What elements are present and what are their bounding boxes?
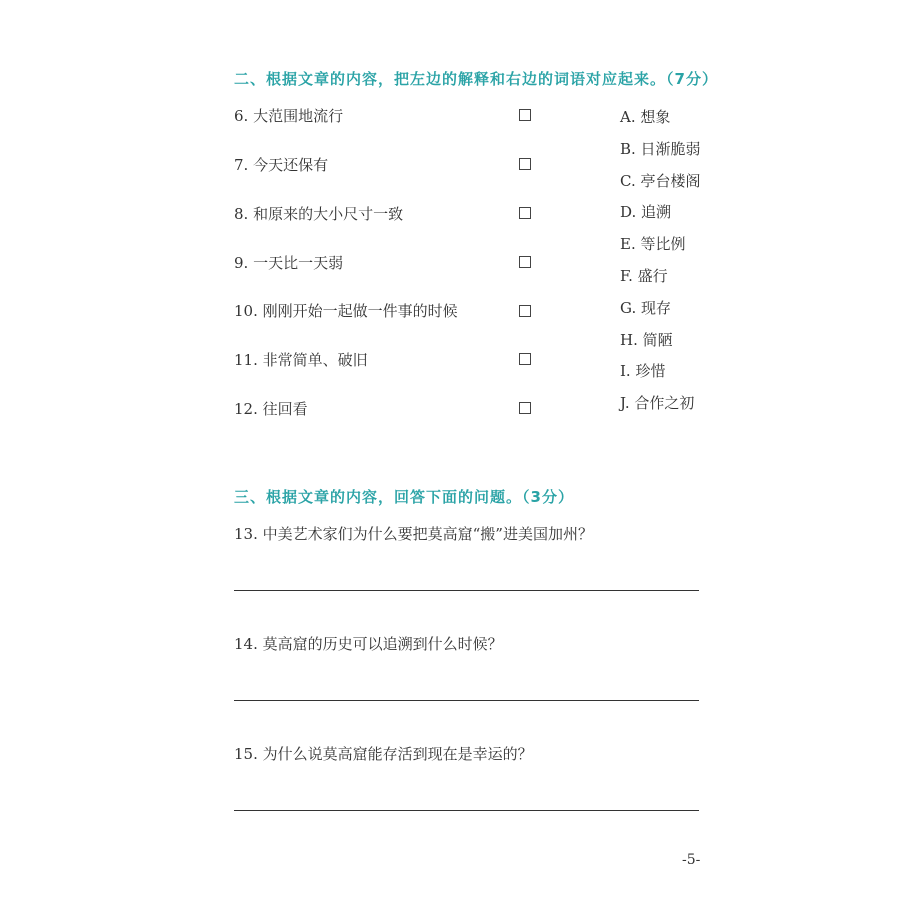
answer-checkbox-8[interactable] xyxy=(519,207,531,219)
question-13: 13. 中美艺术家们为什么要把莫高窟“搬”进美国加州？ xyxy=(234,525,593,543)
answer-checkbox-11[interactable] xyxy=(519,353,531,365)
page-number: -5- xyxy=(682,852,701,868)
option-e: E. 等比例 xyxy=(620,235,686,253)
match-item-11: 11. 非常简单、破旧 xyxy=(234,351,368,369)
answer-checkbox-12[interactable] xyxy=(519,402,531,414)
answer-line-13[interactable] xyxy=(234,590,699,591)
question-14: 14. 莫高窟的历史可以追溯到什么时候？ xyxy=(234,635,503,653)
section-3-title: 三、根据文章的内容，回答下面的问题。（3分） xyxy=(234,488,574,506)
option-j: J. 合作之初 xyxy=(620,394,695,412)
answer-line-15[interactable] xyxy=(234,810,699,811)
question-15: 15. 为什么说莫高窟能存活到现在是幸运的？ xyxy=(234,745,533,763)
option-g: G. 现存 xyxy=(620,299,671,317)
option-b: B. 日渐脆弱 xyxy=(620,140,701,158)
match-item-12: 12. 往回看 xyxy=(234,400,308,418)
option-h: H. 简陋 xyxy=(620,331,673,349)
answer-checkbox-10[interactable] xyxy=(519,305,531,317)
option-c: C. 亭台楼阁 xyxy=(620,172,701,190)
answer-checkbox-9[interactable] xyxy=(519,256,531,268)
option-i: I. 珍惜 xyxy=(620,362,666,380)
match-item-8: 8. 和原来的大小尺寸一致 xyxy=(234,205,404,223)
answer-checkbox-6[interactable] xyxy=(519,109,531,121)
option-f: F. 盛行 xyxy=(620,267,668,285)
match-item-9: 9. 一天比一天弱 xyxy=(234,254,344,272)
option-d: D. 追溯 xyxy=(620,203,672,221)
answer-checkbox-7[interactable] xyxy=(519,158,531,170)
match-item-7: 7. 今天还保有 xyxy=(234,156,329,174)
section-2-title: 二、根据文章的内容，把左边的解释和右边的词语对应起来。（7分） xyxy=(234,70,718,88)
match-item-10: 10. 刚刚开始一起做一件事的时候 xyxy=(234,302,458,320)
match-item-6: 6. 大范围地流行 xyxy=(234,107,344,125)
answer-line-14[interactable] xyxy=(234,700,699,701)
option-a: A. 想象 xyxy=(620,108,671,126)
